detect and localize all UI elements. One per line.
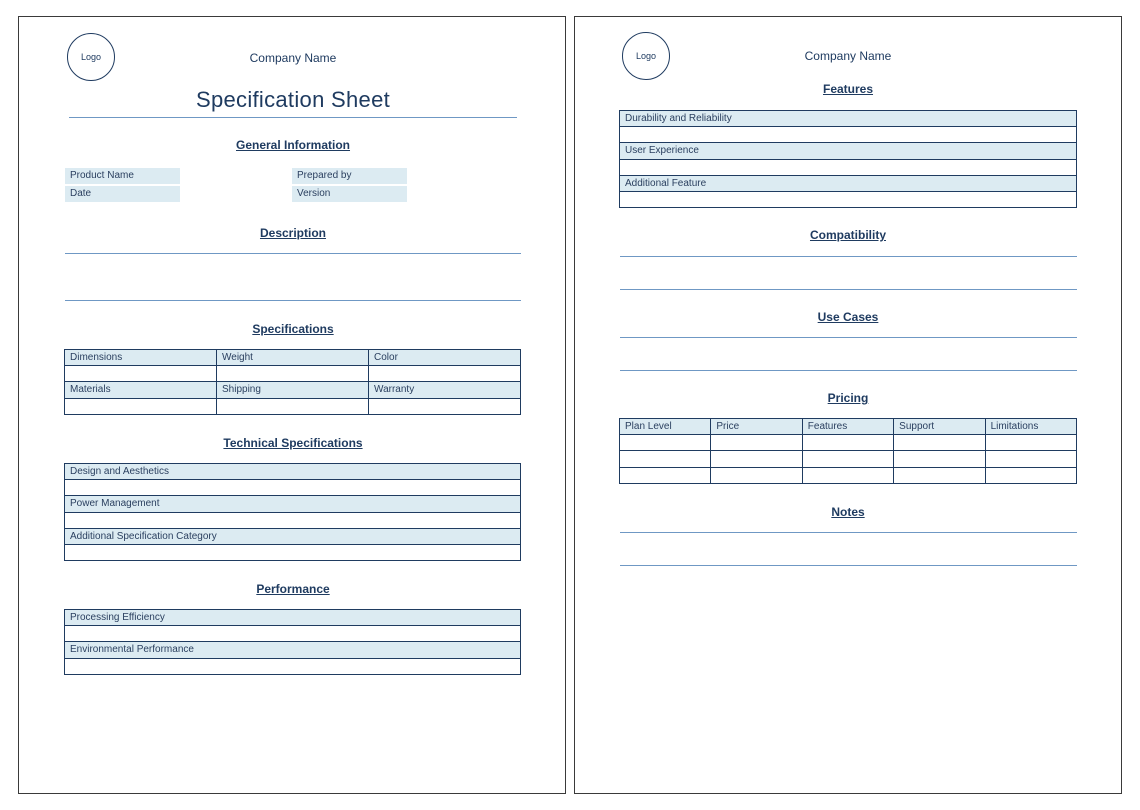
compatibility-heading: Compatibility — [809, 228, 886, 242]
table-cell — [65, 626, 521, 642]
table-cell — [802, 435, 893, 451]
table-cell — [369, 398, 521, 414]
table-cell — [217, 398, 369, 414]
table-cell — [65, 480, 521, 496]
description-line — [65, 300, 521, 301]
table-cell — [985, 435, 1076, 451]
table-cell: Additional Feature — [620, 175, 1077, 191]
table-cell — [985, 451, 1076, 467]
table-cell: Materials — [65, 382, 217, 398]
use-cases-line — [620, 370, 1077, 371]
technical-specifications-table — [64, 463, 521, 561]
table-cell — [620, 451, 711, 467]
performance-heading: Performance — [256, 582, 330, 596]
table-header-cell: Support — [894, 419, 985, 435]
features-heading: Features — [822, 82, 874, 96]
performance-table — [64, 609, 521, 675]
general-information-heading: General Information — [235, 138, 351, 152]
table-cell — [620, 191, 1077, 207]
table-cell — [620, 159, 1077, 175]
specifications-table — [64, 349, 521, 415]
table-header-cell: Limitations — [985, 419, 1076, 435]
table-cell — [711, 467, 802, 483]
table-cell — [620, 435, 711, 451]
table-cell — [65, 658, 521, 674]
prepared-by-label: Prepared by — [292, 168, 407, 184]
technical-specifications-heading: Technical Specifications — [223, 436, 363, 450]
notes-line — [620, 532, 1077, 533]
table-cell: Durability and Reliability — [620, 111, 1077, 127]
company-name: Company Name — [804, 49, 892, 63]
table-header-cell: Plan Level — [620, 419, 711, 435]
table-cell — [620, 467, 711, 483]
table-cell — [65, 544, 521, 560]
date-label: Date — [65, 186, 180, 202]
table-cell: Warranty — [369, 382, 521, 398]
title-divider — [69, 117, 517, 118]
description-heading: Description — [259, 226, 326, 240]
notes-heading: Notes — [831, 505, 865, 519]
pricing-table — [619, 418, 1077, 484]
table-header-cell: Features — [802, 419, 893, 435]
logo-placeholder: Logo — [67, 33, 115, 81]
use-cases-line — [620, 337, 1077, 338]
table-cell — [65, 512, 521, 528]
table-cell — [802, 451, 893, 467]
version-label: Version — [292, 186, 407, 202]
table-cell: Additional Specification Category — [65, 528, 521, 544]
spec-sheet-page-2 — [574, 16, 1122, 794]
table-cell — [711, 451, 802, 467]
table-cell — [894, 451, 985, 467]
notes-line — [620, 565, 1077, 566]
table-cell — [985, 467, 1076, 483]
table-cell: Color — [369, 350, 521, 366]
table-cell — [217, 366, 369, 382]
compatibility-line — [620, 256, 1077, 257]
company-name: Company Name — [249, 51, 337, 65]
use-cases-heading: Use Cases — [817, 310, 879, 324]
table-cell: Design and Aesthetics — [65, 464, 521, 480]
compatibility-line — [620, 289, 1077, 290]
table-cell: Processing Efficiency — [65, 610, 521, 626]
description-line — [65, 253, 521, 254]
logo-placeholder: Logo — [622, 32, 670, 80]
product-name-label: Product Name — [65, 168, 180, 184]
features-table — [619, 110, 1077, 208]
table-cell — [894, 435, 985, 451]
pricing-heading: Pricing — [827, 391, 869, 405]
spec-sheet-page-1 — [18, 16, 566, 794]
table-cell — [369, 366, 521, 382]
table-cell: Power Management — [65, 496, 521, 512]
table-cell — [802, 467, 893, 483]
table-cell — [65, 398, 217, 414]
table-header-cell: Price — [711, 419, 802, 435]
table-cell: User Experience — [620, 143, 1077, 159]
table-cell — [711, 435, 802, 451]
table-cell — [894, 467, 985, 483]
document-title: Specification Sheet — [195, 87, 391, 112]
specifications-heading: Specifications — [252, 322, 334, 336]
table-cell: Weight — [217, 350, 369, 366]
table-cell: Shipping — [217, 382, 369, 398]
table-cell — [620, 127, 1077, 143]
table-cell: Dimensions — [65, 350, 217, 366]
table-cell — [65, 366, 217, 382]
table-cell: Environmental Performance — [65, 642, 521, 658]
